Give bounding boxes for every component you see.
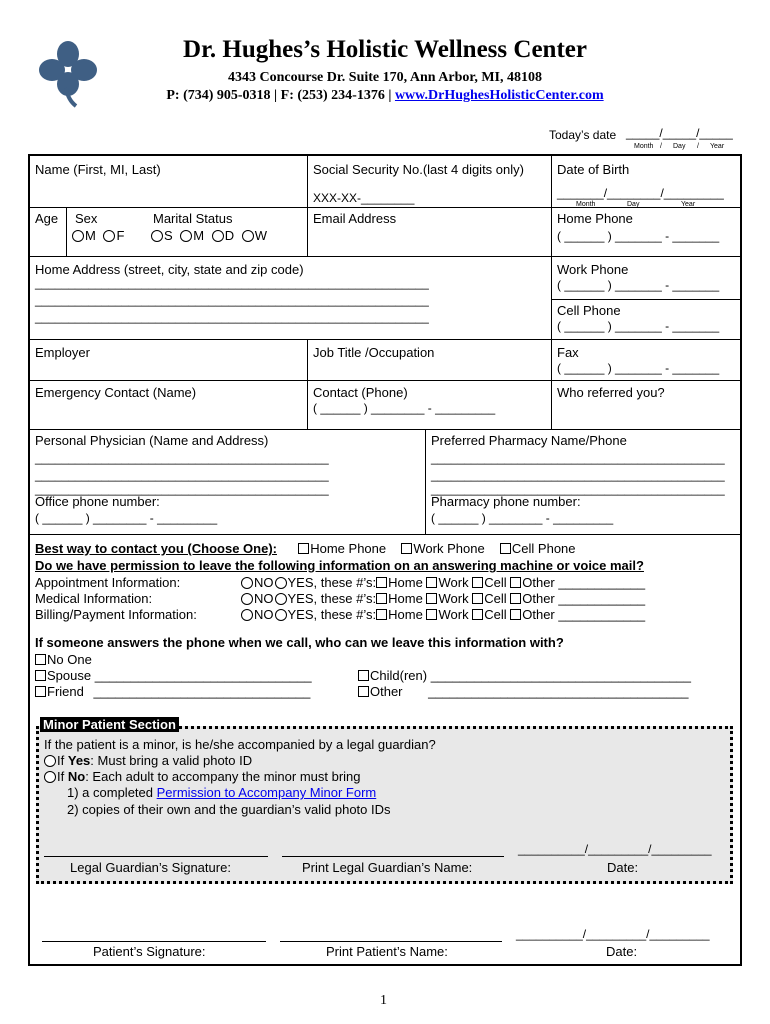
contact-phone-field[interactable]: ( ______ ) ________ - _________: [313, 401, 496, 415]
patient-signature-line[interactable]: [42, 941, 266, 942]
email-label: Email Address: [313, 211, 397, 226]
contact-phone-label: Contact (Phone): [313, 385, 408, 400]
physician-label: Personal Physician (Name and Address): [35, 433, 269, 448]
permission-cell-label: Cell: [484, 575, 507, 590]
fax-label: Fax: [557, 345, 579, 360]
sex-m-radio[interactable]: [72, 230, 84, 242]
patient-name-label: Print Patient’s Name:: [326, 944, 448, 959]
permission-work-checkbox[interactable]: [426, 609, 437, 620]
clinic-contact: [0, 88, 770, 104]
dob-field[interactable]: _______/________/_________: [557, 186, 724, 200]
patient-signature-label: Patient’s Signature:: [93, 944, 206, 959]
yes-text: : Must bring a valid photo ID: [90, 753, 253, 768]
todays-date-label: Today’s date: [549, 128, 617, 142]
leave-info-question: If someone answers the phone when we call, who can we leave this information with?: [35, 635, 564, 650]
dob-label: Date of Birth: [557, 162, 630, 177]
date-month-caption: Month: [634, 143, 654, 150]
minor-item-2: 2) copies of their own and the guardian’s valid photo IDs: [67, 802, 391, 817]
best-home-label: Home Phone: [310, 541, 387, 556]
office-phone-label: Office phone number:: [35, 494, 160, 509]
pharmacy-line-2[interactable]: ____________________________________________: [431, 468, 725, 482]
patient-date-field[interactable]: __________/_________/_________: [516, 927, 710, 941]
pharmacy-phone-field[interactable]: ( ______ ) ________ - _________: [431, 511, 614, 525]
permission-other-label: Other: [522, 575, 555, 590]
permission-no-radio[interactable]: [241, 577, 253, 589]
permission-work-checkbox[interactable]: [426, 577, 437, 588]
permission-yes-radio[interactable]: [275, 609, 287, 621]
marital-w-label: W: [254, 228, 268, 243]
marital-s-label: S: [164, 228, 173, 243]
minor-no-option: [44, 769, 361, 784]
children-label: Child(ren): [370, 668, 428, 683]
work-phone-field[interactable]: ( ______ ) _______ - _______: [557, 278, 720, 292]
if-text: If: [57, 769, 65, 784]
permission-other-checkbox[interactable]: [510, 593, 521, 604]
ssn-value[interactable]: XXX-XX-________: [313, 191, 415, 205]
date-sep: /: [697, 143, 699, 150]
friend-option: [35, 684, 310, 699]
name-label: Name (First, MI, Last): [35, 162, 161, 177]
address-line-2[interactable]: ___________________________________________________________: [35, 293, 429, 307]
marital-w-radio[interactable]: [242, 230, 254, 242]
best-contact-row: [35, 541, 576, 556]
age-label: Age: [35, 211, 59, 226]
no-one-option: [35, 652, 92, 667]
permission-home-checkbox[interactable]: [376, 609, 387, 620]
permission-row-label: Appointment Information:: [35, 575, 181, 590]
friend-label: Friend: [47, 684, 84, 699]
no-one-label: No One: [47, 652, 92, 667]
marital-label: Marital Status: [153, 211, 233, 226]
friend-name-field[interactable]: ______________________________: [93, 684, 311, 699]
guardian-signature-line[interactable]: [44, 856, 268, 857]
no-word: No: [67, 769, 86, 784]
permission-row: [35, 591, 645, 606]
permission-question: Do we have permission to leave the following information on an answering machine or voice mail?: [35, 558, 644, 573]
physician-line-3[interactable]: ____________________________________________: [35, 482, 329, 496]
friend-checkbox[interactable]: [35, 686, 46, 697]
employer-label: Employer: [35, 345, 90, 360]
permission-other-field[interactable]: ____________: [558, 607, 646, 622]
minor-no-radio[interactable]: [44, 771, 56, 783]
phone-fax: P: (734) 905-0318 | F: (253) 234-1376 |: [166, 88, 392, 103]
item1-text: 1) a completed: [67, 785, 153, 800]
best-cell-checkbox[interactable]: [500, 543, 511, 554]
permission-work-label: Work: [438, 591, 469, 606]
permission-yes-label: YES, these #’s:: [287, 575, 377, 590]
home-phone-field[interactable]: ( ______ ) _______ - _______: [557, 229, 720, 243]
permission-no-label: NO: [254, 591, 274, 606]
clinic-address: 4343 Concourse Dr. Suite 170, Ann Arbor, MI, 48108: [228, 70, 542, 85]
permission-yes-label: YES, these #’s:: [287, 607, 377, 622]
no-text: : Each adult to accompany the minor must bring: [85, 769, 361, 784]
permission-no-label: NO: [254, 575, 274, 590]
permission-other-checkbox[interactable]: [510, 577, 521, 588]
office-phone-field[interactable]: ( ______ ) ________ - _________: [35, 511, 218, 525]
permission-work-label: Work: [438, 607, 469, 622]
website-link[interactable]: www.DrHughesHolisticCenter.com: [394, 88, 604, 103]
permission-other-field[interactable]: ____________: [558, 575, 646, 590]
pharmacy-label: Preferred Pharmacy Name/Phone: [431, 433, 627, 448]
home-phone-label: Home Phone: [557, 211, 633, 226]
physician-line-2[interactable]: ____________________________________________: [35, 468, 329, 482]
age-divider: [66, 207, 67, 257]
if-text: If: [57, 753, 65, 768]
minor-question: If the patient is a minor, is he/she accompanied by a legal guardian?: [44, 737, 436, 752]
job-title-label: Job Title /Occupation: [313, 345, 435, 360]
permission-row-label: Billing/Payment Information:: [35, 607, 197, 622]
permission-yes-radio[interactable]: [275, 577, 287, 589]
other-option: [358, 684, 688, 699]
best-work-label: Work Phone: [413, 541, 485, 556]
best-home-checkbox[interactable]: [298, 543, 309, 554]
pharmacy-line-1[interactable]: ____________________________________________: [431, 451, 725, 465]
date-day-caption: Day: [673, 143, 686, 150]
permission-cell-label: Cell: [484, 607, 507, 622]
cell-phone-label: Cell Phone: [557, 303, 621, 318]
permission-home-label: Home: [388, 591, 423, 606]
page-title: Dr. Hughes’s Holistic Wellness Center: [183, 36, 587, 63]
best-cell-label: Cell Phone: [511, 541, 576, 556]
work-phone-label: Work Phone: [557, 262, 629, 277]
guardian-name-label: Print Legal Guardian’s Name:: [302, 860, 473, 875]
permission-yes-label: YES, these #’s:: [287, 591, 377, 606]
children-name-field[interactable]: ____________________________________: [430, 668, 691, 683]
patient-name-line[interactable]: [280, 941, 502, 942]
permission-no-label: NO: [254, 607, 274, 622]
permission-cell-checkbox[interactable]: [472, 593, 483, 604]
pharmacy-line-3[interactable]: ____________________________________________: [431, 482, 725, 496]
permission-cell-checkbox[interactable]: [472, 577, 483, 588]
best-way-label: Best way to contact you (Choose One):: [35, 541, 277, 556]
referred-label: Who referred you?: [557, 385, 665, 400]
marital-m-radio[interactable]: [180, 230, 192, 242]
permission-yes-radio[interactable]: [275, 593, 287, 605]
spouse-option: [35, 668, 312, 683]
marital-s-radio[interactable]: [151, 230, 163, 242]
spouse-label: Spouse: [47, 668, 92, 683]
permission-row: [35, 607, 645, 622]
sex-m-label: M: [85, 228, 96, 243]
cell-phone-field[interactable]: ( ______ ) _______ - _______: [557, 319, 720, 333]
emergency-contact-label: Emergency Contact (Name): [35, 385, 197, 400]
date-sep: /: [660, 143, 662, 150]
sex-label: Sex: [75, 211, 98, 226]
permission-home-checkbox[interactable]: [376, 593, 387, 604]
address-line-3[interactable]: ___________________________________________________________: [35, 310, 429, 324]
best-work-checkbox[interactable]: [401, 543, 412, 554]
yes-word: Yes: [67, 753, 91, 768]
permission-row-label: Medical Information:: [35, 591, 153, 606]
pharmacy-phone-label: Pharmacy phone number:: [431, 494, 581, 509]
minor-yes-radio[interactable]: [44, 755, 56, 767]
other-checkbox[interactable]: [358, 686, 369, 697]
permission-other-label: Other: [522, 591, 555, 606]
permission-other-field[interactable]: ____________: [558, 591, 646, 606]
permission-home-checkbox[interactable]: [376, 577, 387, 588]
dob-month-caption: Month: [576, 201, 596, 208]
date-year-caption: Year: [710, 143, 725, 150]
permission-home-label: Home: [388, 607, 423, 622]
permission-cell-checkbox[interactable]: [472, 609, 483, 620]
other-name-field[interactable]: ____________________________________: [428, 684, 689, 699]
children-checkbox[interactable]: [358, 670, 369, 681]
minor-yes-option: [44, 753, 252, 768]
page-number: 1: [380, 993, 387, 1008]
sex-f-radio[interactable]: [103, 230, 115, 242]
todays-date-field[interactable]: _____/_____/_____: [626, 126, 733, 140]
dob-year-caption: Year: [681, 201, 696, 208]
no-one-checkbox[interactable]: [35, 654, 46, 665]
permission-work-label: Work: [438, 575, 469, 590]
permission-no-radio[interactable]: [241, 609, 253, 621]
permission-form-link[interactable]: Permission to Accompany Minor Form: [156, 785, 377, 800]
permission-cell-label: Cell: [484, 591, 507, 606]
minor-section-title: Minor Patient Section: [40, 717, 179, 732]
permission-no-radio[interactable]: [241, 593, 253, 605]
ssn-label: Social Security No.(last 4 digits only): [313, 162, 524, 177]
permission-work-checkbox[interactable]: [426, 593, 437, 604]
dob-day-caption: Day: [627, 201, 640, 208]
marital-m-label: M: [193, 228, 205, 243]
guardian-name-line[interactable]: [282, 856, 504, 857]
spouse-checkbox[interactable]: [35, 670, 46, 681]
other-label: Other: [370, 684, 403, 699]
sex-f-label: F: [116, 228, 125, 243]
marital-d-label: D: [224, 228, 235, 243]
children-option: [358, 668, 691, 683]
permission-home-label: Home: [388, 575, 423, 590]
guardian-date-field[interactable]: __________/_________/_________: [518, 842, 712, 856]
guardian-date-label: Date:: [607, 860, 639, 875]
permission-row: [35, 575, 645, 590]
permission-other-label: Other: [522, 607, 555, 622]
fax-field[interactable]: ( ______ ) _______ - _______: [557, 361, 720, 375]
patient-date-label: Date:: [606, 944, 638, 959]
spouse-name-field[interactable]: ______________________________: [94, 668, 312, 683]
address-line-1[interactable]: ___________________________________________________________: [35, 276, 429, 290]
permission-other-checkbox[interactable]: [510, 609, 521, 620]
physician-line-1[interactable]: ____________________________________________: [35, 451, 329, 465]
marital-d-radio[interactable]: [212, 230, 224, 242]
marital-options: [151, 228, 267, 243]
minor-item-1: [67, 785, 376, 800]
guardian-signature-label: Legal Guardian’s Signature:: [70, 860, 231, 875]
home-address-label: Home Address (street, city, state and zip code): [35, 262, 304, 277]
sex-options: [72, 228, 124, 243]
